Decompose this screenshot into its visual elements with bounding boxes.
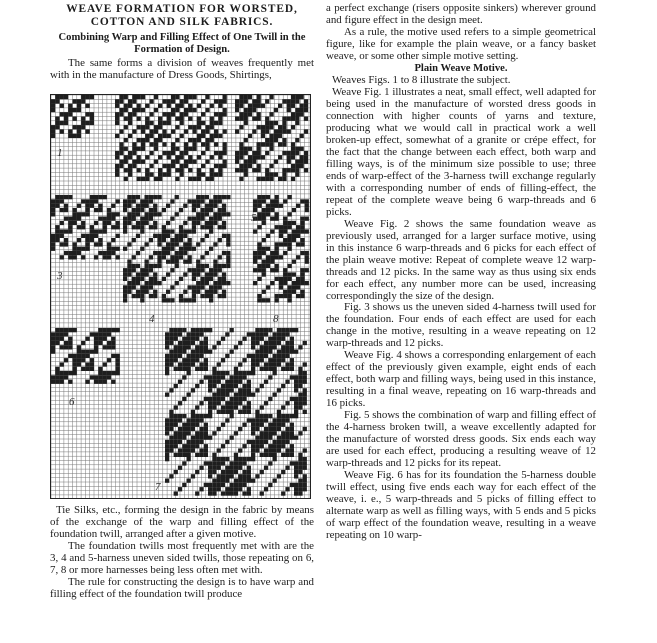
figure-label-7: 7 (155, 481, 161, 493)
intro-paragraph: The same forms a division of weaves frequently met with in the manufacture of Dress Goods, Shirtings, (50, 56, 314, 81)
figure-label-4: 4 (149, 313, 155, 325)
paragraph-motive-rule: As a rule, the motive used refers to a simple geometrical figure, like for example the plain weave, or a fancy basket weave, or some other simple motive setting. (326, 25, 596, 62)
article-subtitle: Combining Warp and Filling Effect of One Twill in the Formation of Design. (58, 32, 306, 56)
figure-label-2: 2 (131, 212, 137, 224)
paragraph-tie-silks: Tie Silks, etc., forming the design in the fabric by means of the exchange of the warp and filling effect of the foundation twill, arranged after a given motive. (50, 504, 314, 540)
figure-label-1: 1 (57, 147, 63, 159)
right-column (326, 3, 596, 542)
paragraph-fig-4: Weave Fig. 4 shows a corresponding enlargement of each effect of the previously given example, eight ends of each effect, both warp and filling ways, being used in this instance, resulting in a final weave, repeating on 16 warp-threads and 16 picks. (326, 349, 596, 410)
figure-label-6: 6 (69, 396, 75, 408)
paragraph-foundation-twills: The foundation twills most frequently met with are the 3, 4 and 5-harness uneven sided twills, those repeating on 6, 7, 8 or more harnesses being less often met with. (50, 539, 314, 576)
paragraph-rule: The rule for constructing the design is to have warp and filling effect of the foundation twill produce (50, 575, 314, 600)
section-heading: Plain Weave Motive. (414, 62, 508, 74)
figure-label-5: 5 (251, 212, 257, 224)
paragraph-fig-6: Weave Fig. 6 has for its foundation the 5-harness double twill effect, using five ends each way for each effect of the weave, i. e., 5 warp-threads and 5 picks of filling effect to alternate warp as well as filling ways, with 5 ends and 5 picks of warp effect of the foundation weave, resulting in a weave repeating on 10 warp- (326, 468, 596, 541)
weave-diagram (51, 95, 310, 498)
paragraph-perfect-exchange: a perfect exchange (risers opposite sinkers) wherever ground and figure effect in the design meet. (326, 2, 596, 26)
left-column (50, 0, 314, 82)
weave-figure (50, 94, 311, 499)
fig-1-pattern (51, 95, 94, 138)
paragraph-fig-3: Fig. 3 shows us the uneven sided 4-harness twill used for the foundation. Four ends of each effect are used for each change in the motive, resulting in a weave repeating on 12 warp-threads and 12 picks. (326, 301, 596, 350)
figure-label-8: 8 (273, 313, 279, 325)
figure-label-3: 3 (57, 270, 63, 282)
paragraph-fig-1: Weave Fig. 1 illustrates a neat, small effect, well adapted for being used in the manufacture of worsted dress goods in connection with higher counts of yarns and texture, producing what we would call in practical work a well broken-up effect, somewhat of a granite or crépe effect, for the fact that the change between each effect, both warp and filling ways, is of the minimum size possible to use; three ends of warp-effect of the 3-harness twill exchange regularly with a corresponding number of ends of filling-effect, the repeat of the complete weave being 6 warp-threads and 6 picks. (326, 86, 596, 218)
paragraph-figs-1-8: Weaves Figs. 1 to 8 illustrate the subject. (332, 74, 511, 87)
left-column-lower (50, 505, 314, 601)
paragraph-fig-2: Weave Fig. 2 shows the same foundation weave as previously used, arranged for a larger surface motive, using in this instance 6 warp-threads and 6 picks for each effect of the plain weave motive: Repeat of complete weave 12 warp-threads and 12 picks. In the same way as thus using six ends for each effect, any number more can be used, increasing correspondingly the size of the design. (326, 217, 596, 302)
article-title: WEAVE FORMATION FOR WORSTED, COTTON AND SILK FABRICS. (66, 3, 298, 28)
paragraph-fig-5: Fig. 5 shows the combination of warp and filling effect of the 4-harness broken twill, a weave excellently adapted for the manufacture of worsted dress goods. Six ends each way are used for each effect, producing a resulting weave of 12 warp-threads and 12 picks for its repeat. (326, 409, 596, 469)
